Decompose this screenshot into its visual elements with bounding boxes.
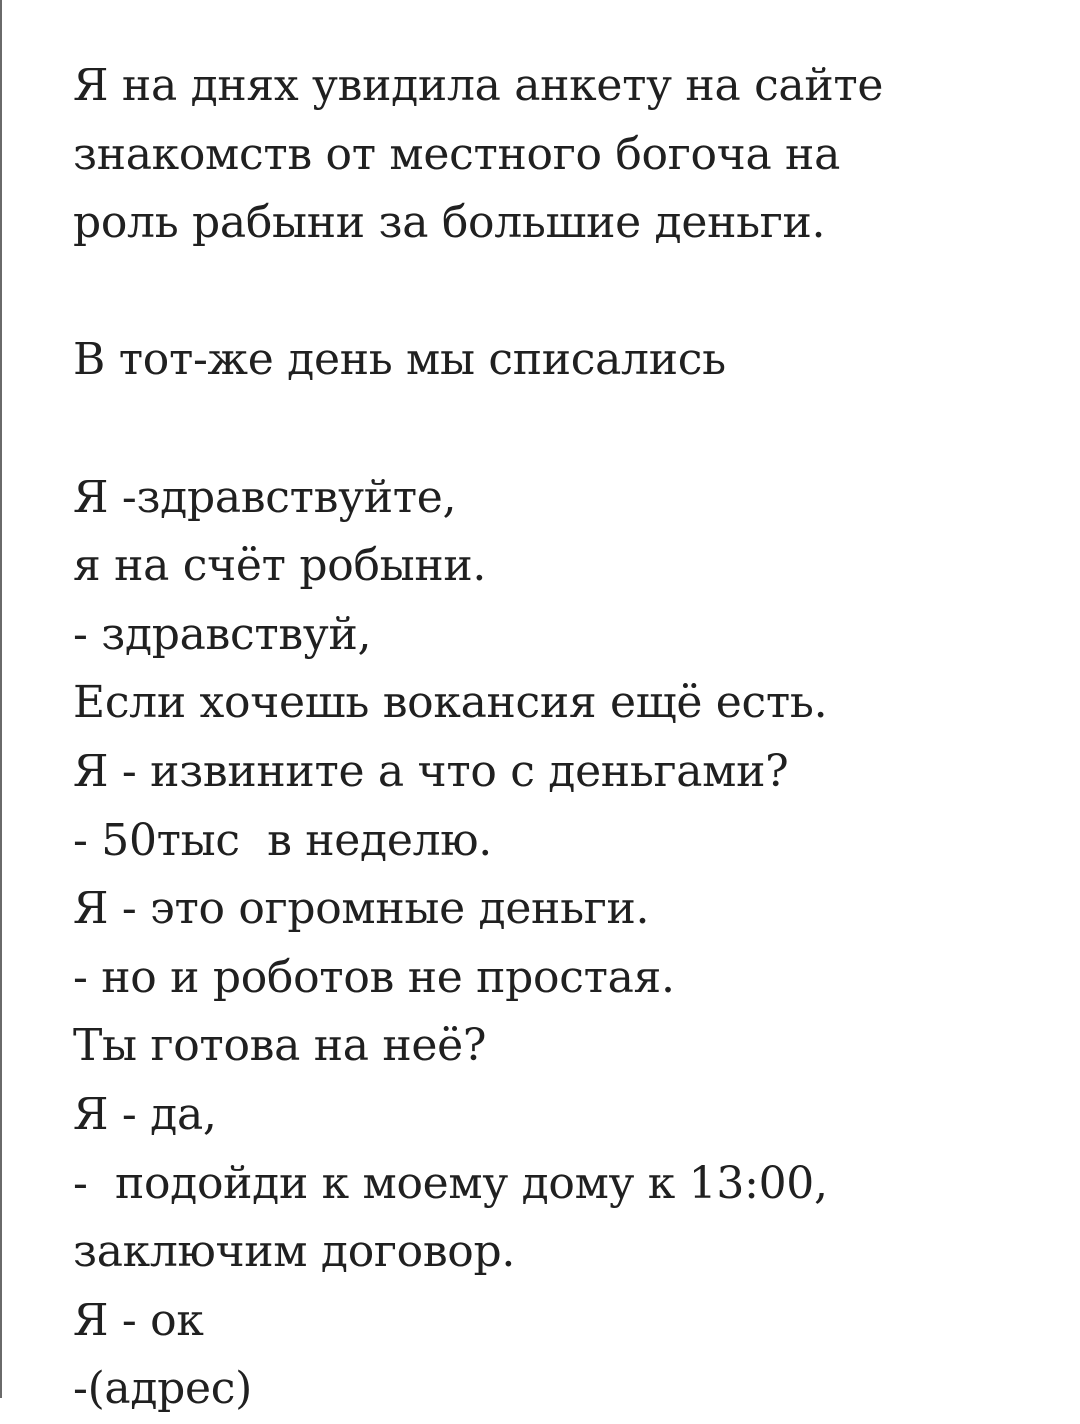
dialogue-line: - здравствуй, (73, 608, 372, 660)
dialogue-line: Я - ок (73, 1294, 204, 1346)
dialogue-line: я на счёт робыни. (73, 540, 487, 592)
text-line: В тот-же день мы списались (73, 334, 726, 386)
dialogue-line: Я -здравствуйте, (73, 471, 457, 523)
dialogue-line: Я - извините а что с деньгами? (73, 745, 789, 797)
text-line: роль рабыни за большие деньги. (73, 197, 826, 249)
dialogue-line: Я - да, (73, 1088, 217, 1140)
dialogue-line: - 50тыс в неделю. (73, 814, 492, 866)
dialogue-line: - но и роботов не простая. (73, 951, 675, 1003)
dialogue-line: -(адрес) (73, 1363, 252, 1415)
dialogue-line: - подойди к моему дому к 13:00, (73, 1157, 828, 1209)
dialogue-line: Ты готова на неё? (73, 1020, 487, 1072)
dialogue-line: заключим договор. (73, 1226, 516, 1278)
dialogue-line: Я - это огромные деньги. (73, 883, 650, 935)
story-text (73, 52, 1053, 1424)
text-line: Я на днях увидила анкету на сайте (73, 60, 884, 111)
text-line: знакомств от местного богоча на (73, 128, 841, 180)
left-edge-line (0, 0, 2, 1398)
paragraph-gap (73, 258, 1053, 327)
paragraph-gap (73, 395, 1053, 464)
dialogue-line: Если хочешь вокансия ещё есть. (73, 677, 828, 729)
